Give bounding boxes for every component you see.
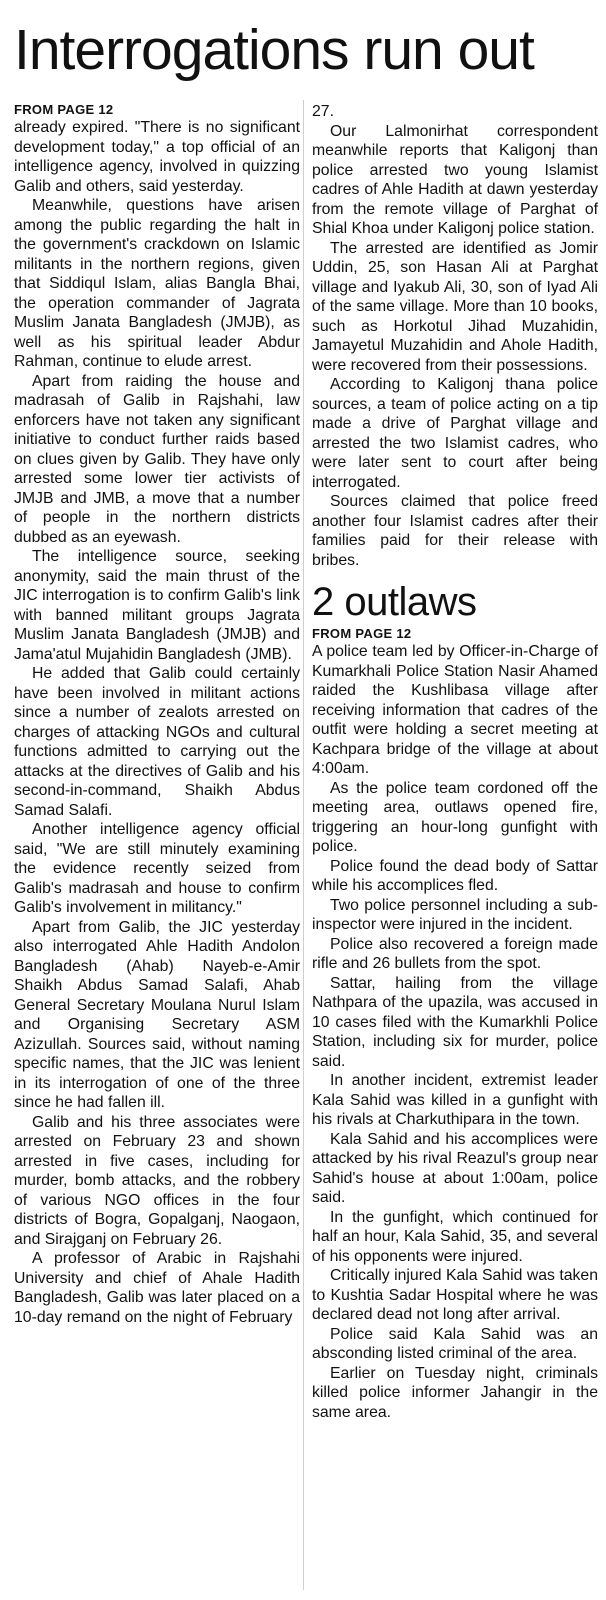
paragraph: Our Lalmonirhat correspondent meanwhile reports that Kaligonj than police arrested two young Islamist cadres of Ahle Hadith at dawn yesterday from the remote village of Parghat of Shial Khoa under Kaligonj police station. [312, 122, 598, 237]
paragraph: A police team led by Officer-in-Charge of Kumarkhali Police Station Nasir Ahamed raided the Kushlibasa village after receiving information that cadres of the outfit were holding a secret meeting at Kachpara bridge of the village at about 4:00am. [312, 643, 598, 777]
paragraph: 27. [312, 103, 334, 120]
paragraph: Critically injured Kala Sahid was taken to Kushtia Sadar Hospital where he was declared dead not long after arrival. [312, 1267, 598, 1323]
paragraph: In the gunfight, which continued for half an hour, Kala Sahid, 35, and several of his opponents were injured. [312, 1208, 598, 1265]
paragraph: In another incident, extremist leader Kala Sahid was killed in a gunfight with his rivals at Charkuthipara in the town. [312, 1072, 598, 1128]
paragraph: Apart from Galib, the JIC yesterday also interrogated Ahle Hadith Andolon Bangladesh (Ahab) Nayeb-e-Amir Shaikh Abdus Samad Salafi, Ahab General Secretary Moulana Nurul Islam and Organising Secretary ASM Azizullah. Sources said, without naming specific names, that the JIC was lenient in its interrogation of one of the three since he had fallen ill. [14, 918, 300, 1111]
paragraph: According to Kaligonj thana police sources, a team of police acting on a tip made a drive of Parghat village and arrested the two Islamist cadres, who were later sent to court after being interrogated. [312, 376, 598, 491]
jump-label: FROM PAGE 12 [312, 626, 412, 641]
paragraph: Police also recovered a foreign made rifle and 26 bullets from the spot. [312, 935, 598, 972]
paragraph: Kala Sahid and his accomplices were attacked by his rival Reazul's group near Sahid's house at about 1:00am, police said. [312, 1130, 598, 1206]
right-column [312, 102, 598, 1422]
paragraph: Two police personnel including a sub-inspector were injured in the incident. [312, 896, 598, 933]
paragraph: Apart from raiding the house and madrasah of Galib in Rajshahi, law enforcers have not taken any significant initiative to conduct further raids based on clues given by Galib. They have only arrested some lower tier activists of JMJB and JMB, a move that a number of people in the northern districts dubbed as an eyewash. [14, 372, 300, 546]
paragraph: already expired. "There is no significant development today," a top official of an intelligence agency, involved in quizzing Galib and others, said yesterday. [14, 119, 300, 195]
paragraph: Sources claimed that police freed another four Islamist cadres after their families paid for their release with bribes. [312, 493, 598, 569]
paragraph: Another intelligence agency official said, "We are still minutely examining the evidence recently seized from Galib's madrasah and house to confirm Galib's involvement in militancy." [14, 821, 300, 916]
second-article-headline: 2 outlaws [312, 580, 477, 624]
paragraph: Police said Kala Sahid was an absconding listed criminal of the area. [312, 1325, 598, 1362]
paragraph: He added that Galib could certainly have been involved in militant actions since a number of zealots arrested on charges of attacking NGOs and cultural functions admitted to carrying out the attacks at the directives of Galib and his second-in-command, Shaikh Abdus Samad Salafi. [14, 665, 300, 819]
jump-label: FROM PAGE 12 [14, 102, 114, 117]
paragraph: As the police team cordoned off the meeting area, outlaws opened fire, triggering an hour-long gunfight with police. [312, 779, 598, 855]
paragraph: Meanwhile, questions have arisen among the public regarding the halt in the government's crackdown on Islamic militants in the northern regions, given that Siddiqul Islam, alias Bangla Bhai, the operation commander of Jagrata Muslim Janata Bangladesh (JMJB), as well as his spiritual leader Abdur Rahman, continue to elude arrest. [14, 197, 300, 370]
left-column [14, 102, 300, 1327]
paragraph: A professor of Arabic in Rajshahi University and chief of Ahale Hadith Bangladesh, Galib was later placed on a 10-day remand on the night of February [14, 1250, 300, 1326]
paragraph: Police found the dead body of Sattar while his accomplices fled. [312, 857, 598, 894]
paragraph: Galib and his three associates were arrested on February 23 and shown arrested in five cases, including for murder, bomb attacks, and the robbery of various NGO offices in the four districts of Bogra, Gopalganj, Naogaon, and Sirajganj on February 26. [14, 1113, 300, 1248]
article-headline: Interrogations run out [14, 18, 534, 82]
column-divider [303, 100, 304, 1590]
paragraph: Sattar, hailing from the village Nathpara of the upazila, was accused in 10 cases filed with the Kumarkhli Police Station, including six for murder, police said. [312, 974, 598, 1070]
paragraph: Earlier on Tuesday night, criminals killed police informer Jahangir in the same area. [312, 1364, 598, 1421]
paragraph: The intelligence source, seeking anonymity, said the main thrust of the JIC interrogation is to confirm Galib's link with banned militant groups Jagrata Muslim Janata Bangladesh (JMJB) and Jama'atul Mujahidin Bangladesh (JMB). [14, 548, 300, 663]
paragraph: The arrested are identified as Jomir Uddin, 25, son Hasan Ali at Parghat village and Iyakub Ali, 30, son of Iyad Ali of the same village. More than 10 books, such as Horkotul Jihad Muzahidin, Jamayetul Muzahidin and Ahole Hadith, were recovered from their possessions. [312, 239, 598, 374]
